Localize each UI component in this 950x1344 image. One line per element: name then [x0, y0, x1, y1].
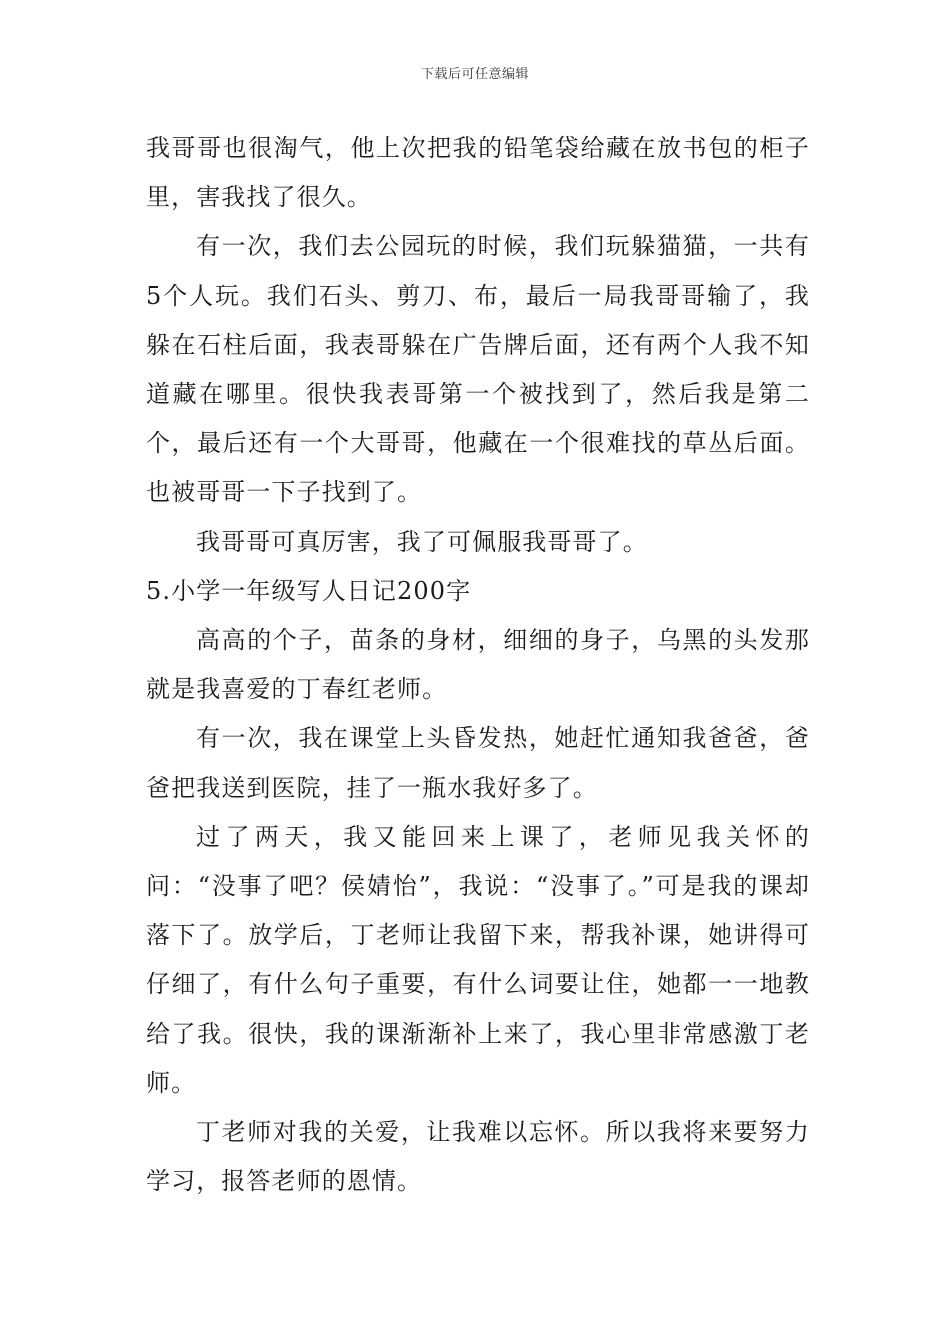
page-header-note: 下载后可任意编辑	[420, 67, 529, 82]
paragraph-gratitude: 丁老师对我的关爱，让我难以忘怀。所以我将来要努力学习，报答老师的恩情。	[146, 1118, 810, 1196]
paragraph-hide-and-seek: 有一次，我们去公园玩的时候，我们玩躲猫猫，一共有5个人玩。我们石头、剪刀、布，最后一局我哥哥输了，我躲在石柱后面，我表哥躲在广告牌后面，还有两个人我不知道藏在哪里。很快我表哥第一个被找到了，然后我是第二个，最后还有一个大哥哥，他藏在一个很难找的草丛后面。也被哥哥一下子找到了。	[146, 232, 810, 507]
section-heading: 5.小学一年级写人日记200字	[146, 576, 472, 605]
paragraph-continuation: 我哥哥也很淘气，他上次把我的铅笔袋给藏在放书包的柜子里，害我找了很久。	[146, 134, 810, 212]
paragraph-illness: 有一次，我在课堂上头昏发热，她赶忙通知我爸爸，爸爸把我送到医院，挂了一瓶水我好多了。	[146, 724, 810, 802]
paragraph-admiration: 我哥哥可真厉害，我了可佩服我哥哥了。	[196, 527, 648, 556]
document-body	[146, 124, 810, 1206]
paragraph-teacher-description: 高高的个子，苗条的身材，细细的身子，乌黑的头发那就是我喜爱的丁春红老师。	[146, 626, 810, 704]
paragraph-tutoring: 过了两天，我又能回来上课了，老师见我关怀的问：“没事了吧？侯婧怡”，我说：“没事了。”可是我的课却落下了。放学后，丁老师让我留下来，帮我补课，她讲得可仔细了，有什么句子重要，有什么词要让住，她都一一地教给了我。很快，我的课渐渐补上来了，我心里非常感激丁老师。	[146, 822, 810, 1097]
